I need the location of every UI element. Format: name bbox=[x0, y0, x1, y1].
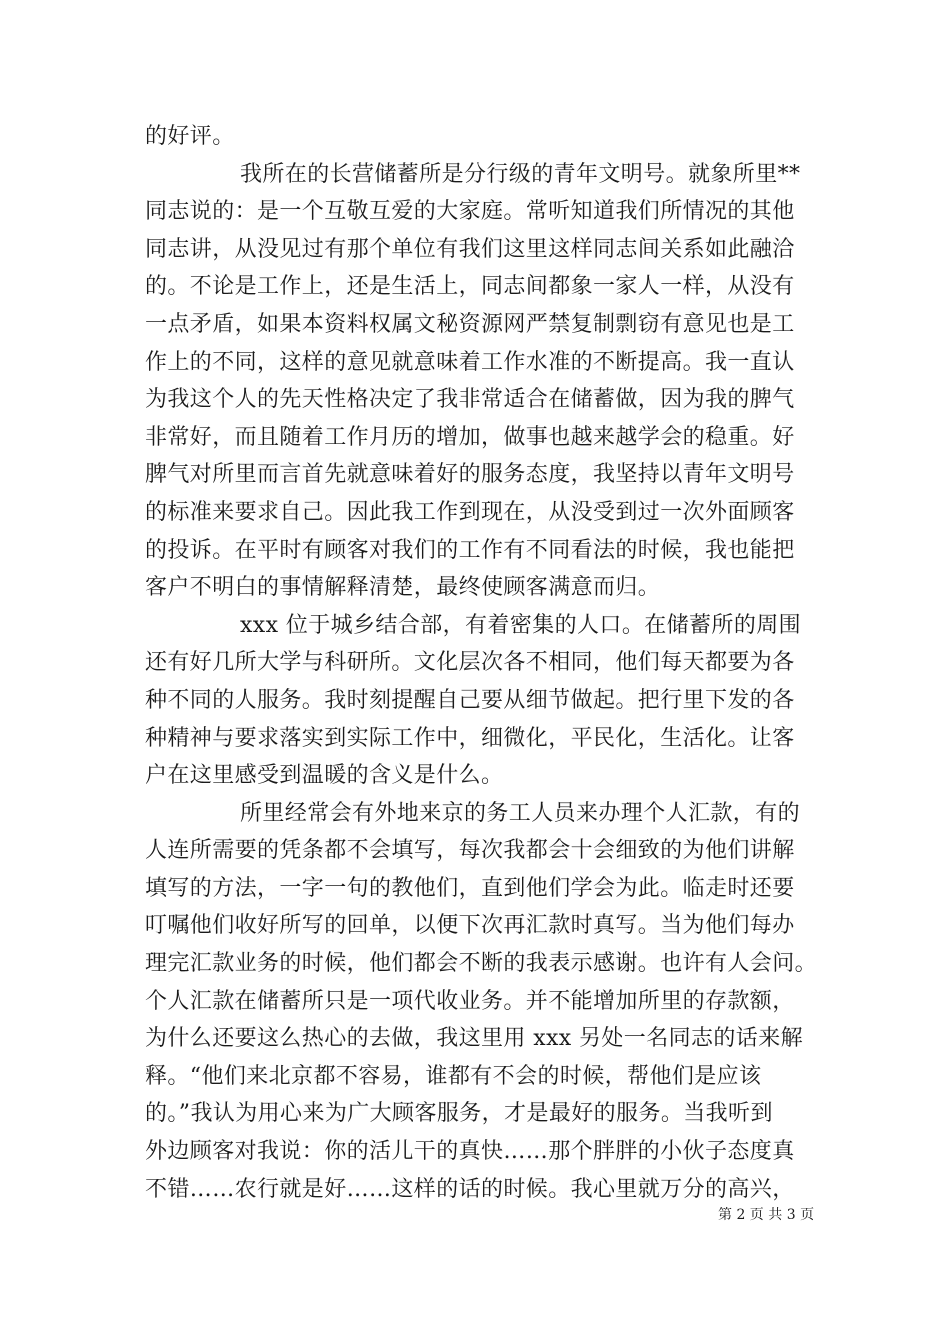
text-line: 种精神与要求落实到实际工作中，细微化，平民化，生活化。让客 bbox=[145, 725, 795, 751]
text-line: 为我这个人的先天性格决定了我非常适合在储蓄做，因为我的脾气 bbox=[145, 387, 795, 413]
text-line: 的标准来要求自己。因此我工作到现在，从没受到过一次外面顾客 bbox=[145, 499, 795, 525]
text-line: 同志讲，从没见过有那个单位有我们这里这样同志间关系如此融洽 bbox=[145, 236, 795, 262]
text-line: 一点矛盾，如果本资料权属文秘资源网严禁复制剽窃有意见也是工 bbox=[145, 311, 795, 337]
text-line: 的投诉。在平时有顾客对我们的工作有不同看法的时候，我也能把 bbox=[145, 537, 795, 563]
text-line: 填写的方法，一字一句的教他们，直到他们学会为此。临走时还要 bbox=[145, 875, 795, 901]
text-line: 叮嘱他们收好所写的回单，以便下次再汇款时真写。当为他们每办 bbox=[145, 913, 795, 939]
text-line: 户在这里感受到温暖的含义是什么。 bbox=[145, 763, 504, 789]
text-line: 释。“他们来北京都不容易，谁都有不会的时候，帮他们是应该 bbox=[145, 1063, 762, 1089]
text-line: 脾气对所里而言首先就意味着好的服务态度，我坚持以青年文明号 bbox=[145, 462, 795, 488]
page-number-footer: 第 2 页 共 3 页 bbox=[718, 1207, 815, 1223]
text-line: 我所在的长营储蓄所是分行级的青年文明号。就象所里** bbox=[240, 161, 801, 187]
text-line: 客户不明白的事情解释清楚，最终使顾客满意而归。 bbox=[145, 575, 661, 601]
text-line: 同志说的：是一个互敬互爱的大家庭。常听知道我们所情况的其他 bbox=[145, 199, 795, 225]
text-line: 的。”我认为用心来为广大顾客服务，才是最好的服务。当我听到 bbox=[145, 1101, 773, 1127]
text-line: 的好评。 bbox=[145, 124, 235, 149]
text-line: 个人汇款在储蓄所只是一项代收业务。并不能增加所里的存款额， bbox=[145, 988, 795, 1014]
text-line: 理完汇款业务的时候，他们都会不断的我表示感谢。也许有人会问。 bbox=[145, 951, 818, 977]
text-line: 外边顾客对我说：你的活儿干的真快……那个胖胖的小伙子态度真 bbox=[145, 1139, 795, 1165]
text-line: 种不同的人服务。我时刻提醒自己要从细节做起。把行里下发的各 bbox=[145, 687, 795, 713]
text-line: 作上的不同，这样的意见就意味着工作水准的不断提高。我一直认 bbox=[145, 349, 795, 375]
text-line: 还有好几所大学与科研所。文化层次各不相同，他们每天都要为各 bbox=[145, 650, 795, 676]
text-line: 的。不论是工作上，还是生活上，同志间都象一家人一样，从没有 bbox=[145, 274, 795, 300]
text-line: 所里经常会有外地来京的务工人员来办理个人汇款，有的 bbox=[240, 800, 801, 826]
text-line: 不错……农行就是好……这样的话的时候。我心里就万分的高兴， bbox=[145, 1176, 795, 1202]
text-line: 人连所需要的凭条都不会填写，每次我都会十会细致的为他们讲解 bbox=[145, 838, 795, 864]
text-line: 为什么还要这么热心的去做，我这里用 xxx 另处一名同志的话来解 bbox=[145, 1026, 804, 1052]
text-line: xxx 位于城乡结合部，有着密集的人口。在储蓄所的周围 bbox=[240, 612, 802, 638]
document-body bbox=[145, 118, 825, 1208]
text-line: 非常好，而且随着工作月历的增加，做事也越来越学会的稳重。好 bbox=[145, 424, 795, 450]
